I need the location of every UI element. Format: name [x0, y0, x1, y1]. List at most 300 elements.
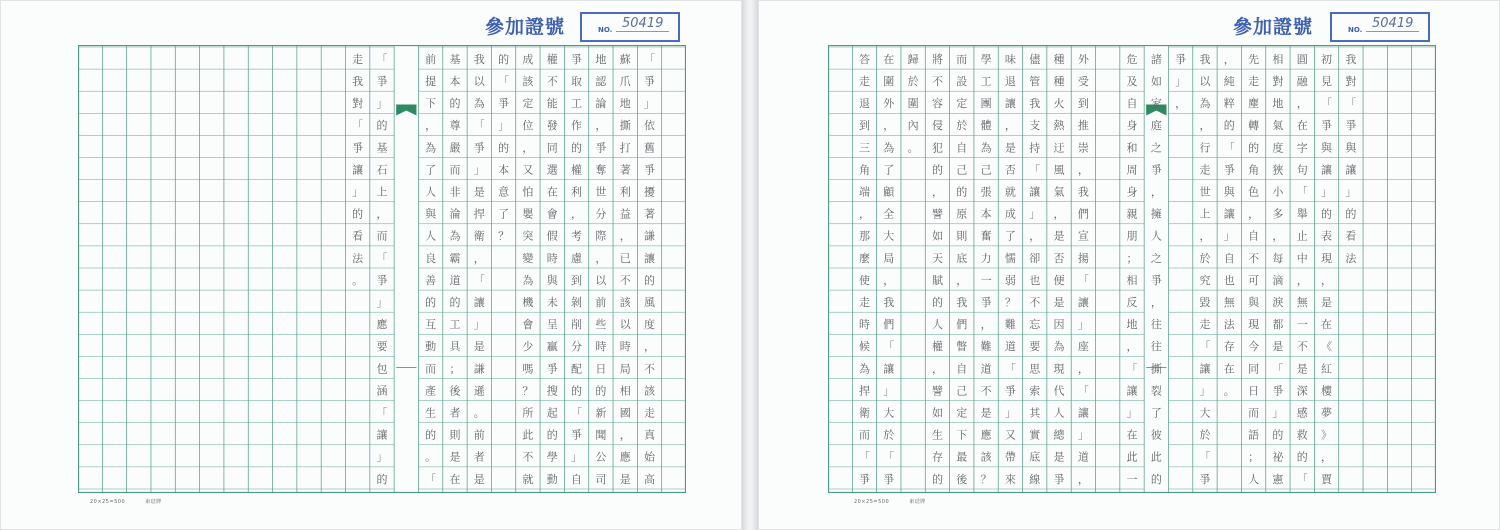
manuscript-character: 犯: [931, 141, 943, 155]
manuscript-character: 的: [449, 296, 461, 310]
manuscript-character: 底: [956, 251, 968, 265]
manuscript-character: 張: [980, 185, 992, 199]
manuscript-character: 揚: [1077, 251, 1089, 265]
manuscript-character: 爭: [498, 97, 510, 111]
manuscript-character: 無: [1296, 296, 1308, 310]
manuscript-character: 們: [1077, 207, 1089, 221]
manuscript-character: ，: [1150, 296, 1162, 310]
manuscript-character: 了: [498, 207, 510, 221]
manuscript-character: ，: [1321, 450, 1333, 464]
manuscript-character: 不: [1248, 251, 1260, 265]
manuscript-character: 裂: [1150, 384, 1162, 398]
manuscript-character: 局: [619, 362, 631, 376]
manuscript-character: 的: [352, 207, 364, 221]
manuscript-character: 局: [883, 251, 895, 265]
manuscript-character: 謙: [644, 229, 656, 243]
manuscript-character: 權: [571, 163, 583, 177]
manuscript-character: 時: [546, 251, 558, 265]
manuscript-character: 與: [546, 273, 558, 287]
manuscript-character: 始: [644, 450, 656, 464]
manuscript-character: 不: [522, 450, 534, 464]
manuscript-character: 世: [595, 185, 607, 199]
manuscript-character: 淪: [449, 207, 461, 221]
manuscript-character: 讓: [644, 251, 656, 265]
manuscript-character: 賦: [931, 273, 943, 287]
manuscript-character: 動: [425, 340, 437, 354]
manuscript-character: 答: [858, 52, 870, 66]
manuscript-character: 就: [1004, 185, 1016, 199]
manuscript-character: 在: [883, 52, 895, 66]
manuscript-character: 純: [1223, 75, 1235, 89]
manuscript-character: 侵: [931, 119, 943, 133]
manuscript-character: 「: [1223, 141, 1235, 155]
manuscript-character: 管: [1029, 75, 1041, 89]
manuscript-character: 「: [1004, 362, 1016, 376]
manuscript-character: 。: [352, 273, 364, 287]
manuscript-character: 爪: [619, 75, 631, 89]
manuscript-character: 讓: [1199, 362, 1211, 376]
manuscript-character: ，: [1175, 97, 1187, 111]
manuscript-character: 取: [571, 75, 583, 89]
manuscript-character: 表: [1321, 229, 1333, 243]
manuscript-character: ，: [1199, 229, 1211, 243]
manuscript-character: 圍: [883, 75, 895, 89]
manuscript-character: 舊: [644, 141, 656, 155]
manuscript-character: 可: [1248, 273, 1260, 287]
manuscript-character: 顧: [883, 185, 895, 199]
manuscript-character: 於: [883, 428, 895, 442]
manuscript-character: 祕: [1272, 450, 1284, 464]
manuscript-character: 設: [956, 75, 968, 89]
left-manuscript-page: [0, 0, 742, 530]
manuscript-character: 一: [980, 273, 992, 287]
manuscript-character: 能: [546, 97, 558, 111]
manuscript-character: 前: [473, 428, 485, 442]
manuscript-character: 的: [644, 273, 656, 287]
manuscript-character: 融: [1296, 75, 1308, 89]
manuscript-character: 人: [1053, 406, 1065, 420]
manuscript-character: 句: [1296, 163, 1308, 177]
manuscript-character: ，: [1004, 119, 1016, 133]
manuscript-character: 懦: [1004, 251, 1016, 265]
manuscript-character: 讓: [1321, 163, 1333, 177]
manuscript-character: ，: [571, 207, 583, 221]
manuscript-character: 」: [644, 97, 656, 111]
manuscript-character: 讓: [1345, 163, 1357, 177]
manuscript-character: 「: [883, 450, 895, 464]
manuscript-grid: [78, 45, 686, 493]
manuscript-character: 而: [956, 52, 968, 66]
manuscript-character: 難: [980, 340, 992, 354]
manuscript-character: ，: [473, 251, 485, 265]
manuscript-character: 樓: [1321, 384, 1333, 398]
manuscript-character: 聞: [595, 428, 607, 442]
manuscript-character: 」: [1175, 75, 1187, 89]
manuscript-character: 的: [931, 296, 943, 310]
manuscript-character: 塵: [1248, 97, 1260, 111]
manuscript-character: 索: [1029, 384, 1041, 398]
manuscript-character: 非: [449, 185, 461, 199]
manuscript-character: 生: [425, 406, 437, 420]
manuscript-character: 考: [571, 229, 583, 243]
manuscript-character: 意: [498, 185, 510, 199]
grid-frame: [79, 46, 686, 493]
paper-brand-label: 東琺牌: [909, 499, 926, 505]
manuscript-character: 走: [644, 406, 656, 420]
manuscript-character: 受: [1077, 75, 1089, 89]
manuscript-character: 上: [1199, 207, 1211, 221]
manuscript-character: 走: [1248, 75, 1260, 89]
manuscript-character: 該: [619, 296, 631, 310]
manuscript-character: 所: [522, 406, 534, 420]
manuscript-character: 爭: [376, 75, 388, 89]
manuscript-character: 讓: [1077, 406, 1089, 420]
manuscript-character: 的: [931, 163, 943, 177]
manuscript-character: 每: [1272, 251, 1284, 265]
manuscript-character: 走: [858, 75, 870, 89]
manuscript-character: 而: [376, 229, 388, 243]
manuscript-character: ，: [1077, 362, 1089, 376]
manuscript-character: 善: [425, 273, 437, 287]
manuscript-character: 在: [1321, 318, 1333, 332]
manuscript-character: 為: [522, 273, 534, 287]
manuscript-character: 走: [1199, 318, 1211, 332]
manuscript-character: 以: [619, 318, 631, 332]
paper-size-label: 20×25=500: [90, 499, 126, 505]
manuscript-character: 我: [1077, 185, 1089, 199]
manuscript-character: 弱: [1004, 273, 1016, 287]
manuscript-character: 紅: [1321, 362, 1333, 376]
manuscript-character: 舉: [1296, 207, 1308, 221]
manuscript-character: 否: [1053, 251, 1065, 265]
manuscript-character: 以: [595, 273, 607, 287]
manuscript-character: 」: [571, 450, 583, 464]
manuscript-character: 爭: [858, 472, 870, 486]
manuscript-character: 走: [858, 296, 870, 310]
manuscript-character: 現: [1321, 251, 1333, 265]
manuscript-character: 彼: [1150, 428, 1162, 442]
manuscript-character: ，: [858, 207, 870, 221]
manuscript-character: 」: [1029, 207, 1041, 221]
manuscript-character: ，: [883, 273, 895, 287]
manuscript-character: 下: [425, 97, 437, 111]
manuscript-character: 。: [907, 141, 919, 155]
manuscript-character: 宣: [1077, 229, 1089, 243]
manuscript-character: 」: [376, 450, 388, 464]
manuscript-character: ，: [1248, 207, 1260, 221]
manuscript-character: 而: [1248, 406, 1260, 420]
manuscript-character: 讓: [1029, 185, 1041, 199]
manuscript-character: 在: [1296, 119, 1308, 133]
manuscript-character: 相: [1126, 273, 1138, 287]
manuscript-character: 而: [858, 428, 870, 442]
manuscript-character: 對: [1345, 75, 1357, 89]
manuscript-character: 持: [1029, 141, 1041, 155]
manuscript-character: 爭: [980, 296, 992, 310]
manuscript-character: 定: [956, 406, 968, 420]
manuscript-character: 些: [595, 318, 607, 332]
manuscript-character: 嗎: [522, 362, 534, 376]
manuscript-character: 爭: [883, 472, 895, 486]
manuscript-character: 先: [1248, 52, 1260, 66]
manuscript-character: ，: [1029, 229, 1041, 243]
manuscript-character: 之: [1150, 141, 1162, 155]
manuscript-character: 」: [1223, 229, 1235, 243]
manuscript-character: 「: [858, 450, 870, 464]
manuscript-character: 座: [1077, 340, 1089, 354]
manuscript-character: 》: [1321, 428, 1333, 442]
manuscript-character: 國: [619, 406, 631, 420]
manuscript-character: 譬: [931, 384, 943, 398]
manuscript-character: 推: [1077, 119, 1089, 133]
manuscript-character: 「: [376, 251, 388, 265]
manuscript-character: 究: [1199, 273, 1211, 287]
manuscript-character: 淚: [1272, 296, 1284, 310]
manuscript-character: 了: [1150, 406, 1162, 420]
manuscript-character: 不: [546, 75, 558, 89]
manuscript-character: 讓: [376, 428, 388, 442]
manuscript-character: 卻: [1029, 251, 1041, 265]
manuscript-character: 為: [1053, 340, 1065, 354]
manuscript-character: 時: [619, 340, 631, 354]
manuscript-character: 日: [1248, 384, 1260, 398]
manuscript-character: 。: [1223, 384, 1235, 398]
manuscript-character: 人: [1150, 229, 1162, 243]
manuscript-character: 退: [858, 97, 870, 111]
manuscript-character: 往: [1150, 318, 1162, 332]
manuscript-character: 狹: [1272, 163, 1284, 177]
manuscript-character: 思: [1029, 362, 1041, 376]
manuscript-character: 因: [1053, 318, 1065, 332]
manuscript-character: 發: [546, 119, 558, 133]
manuscript-character: 」: [1077, 428, 1089, 442]
manuscript-character: 起: [546, 406, 558, 420]
manuscript-character: 搜: [546, 384, 558, 398]
manuscript-character: 」: [1321, 185, 1333, 199]
manuscript-character: ，: [1296, 97, 1308, 111]
manuscript-character: 突: [522, 229, 534, 243]
manuscript-character: 爭: [571, 52, 583, 66]
manuscript-character: 工: [449, 318, 461, 332]
manuscript-character: 人: [931, 318, 943, 332]
manuscript-character: 爭: [644, 163, 656, 177]
manuscript-character: 三: [858, 141, 870, 155]
manuscript-character: 種: [1053, 75, 1065, 89]
entry-number-value: 50419: [1366, 16, 1419, 32]
manuscript-character: 剝: [571, 296, 583, 310]
manuscript-character: 否: [1004, 163, 1016, 177]
manuscript-character: 忘: [1029, 318, 1041, 332]
paper-size-label: 20×25=500: [854, 499, 890, 505]
manuscript-character: 於: [1199, 428, 1211, 442]
manuscript-character: 學: [546, 450, 558, 464]
manuscript-character: 的: [571, 384, 583, 398]
manuscript-character: 已: [619, 251, 631, 265]
manuscript-character: 一: [1126, 472, 1138, 486]
manuscript-character: 是: [619, 472, 631, 486]
manuscript-character: 一: [1296, 318, 1308, 332]
manuscript-character: 止: [1296, 229, 1308, 243]
manuscript-character: 不: [980, 384, 992, 398]
manuscript-character: 會: [546, 207, 558, 221]
manuscript-character: 則: [449, 428, 461, 442]
manuscript-character: 為: [883, 141, 895, 155]
manuscript-character: 大: [883, 229, 895, 243]
manuscript-character: 爭: [1004, 384, 1016, 398]
manuscript-character: 贏: [546, 340, 558, 354]
manuscript-character: 味: [1004, 52, 1016, 66]
manuscript-character: 是: [1321, 296, 1333, 310]
manuscript-character: 該: [522, 75, 534, 89]
manuscript-character: 後: [956, 472, 968, 486]
manuscript-character: 是: [1053, 296, 1065, 310]
manuscript-character: 嬰: [522, 207, 534, 221]
manuscript-character: 火: [1053, 97, 1065, 111]
manuscript-character: 度: [644, 318, 656, 332]
manuscript-character: 著: [619, 163, 631, 177]
manuscript-character: 法: [1345, 251, 1357, 265]
manuscript-character: 法: [352, 251, 364, 265]
manuscript-character: 基: [376, 141, 388, 155]
manuscript-character: 不: [1296, 340, 1308, 354]
manuscript-character: 機: [522, 296, 534, 310]
entry-number-box: [1330, 12, 1430, 42]
manuscript-character: 霸: [449, 251, 461, 265]
manuscript-character: 的: [546, 428, 558, 442]
manuscript-character: 又: [522, 163, 534, 177]
manuscript-character: 不: [644, 362, 656, 376]
manuscript-character: 生: [931, 428, 943, 442]
manuscript-character: 的: [498, 52, 510, 66]
manuscript-character: 朋: [1126, 229, 1138, 243]
manuscript-character: 都: [1272, 318, 1284, 332]
manuscript-character: 「: [1126, 362, 1138, 376]
manuscript-character: 就: [522, 472, 534, 486]
manuscript-character: 和: [1126, 141, 1138, 155]
manuscript-character: 「: [1199, 340, 1211, 354]
manuscript-character: 色: [1248, 185, 1260, 199]
manuscript-character: 中: [1296, 251, 1308, 265]
manuscript-character: 不: [931, 75, 943, 89]
manuscript-character: 我: [473, 52, 485, 66]
manuscript-character: 我: [1199, 52, 1211, 66]
manuscript-character: 底: [1029, 450, 1041, 464]
manuscript-character: 包: [376, 362, 388, 376]
manuscript-character: 爭: [1321, 119, 1333, 133]
manuscript-character: 前: [425, 52, 437, 66]
manuscript-character: 難: [1004, 318, 1016, 332]
manuscript-character: 那: [858, 229, 870, 243]
manuscript-character: 最: [956, 450, 968, 464]
manuscript-character: 圓: [1296, 52, 1308, 66]
manuscript-character: 選: [546, 163, 558, 177]
manuscript-character: 道: [1004, 340, 1016, 354]
manuscript-character: 是: [449, 450, 461, 464]
manuscript-character: 在: [449, 472, 461, 486]
manuscript-character: 本: [980, 207, 992, 221]
manuscript-character: 於: [907, 75, 919, 89]
manuscript-character: 其: [1029, 406, 1041, 420]
manuscript-character: 己: [956, 163, 968, 177]
manuscript-character: 自: [956, 141, 968, 155]
manuscript-character: 小: [1272, 185, 1284, 199]
manuscript-character: 讓: [883, 362, 895, 376]
manuscript-character: 己: [980, 163, 992, 177]
manuscript-character: 為: [980, 141, 992, 155]
manuscript-character: ？: [980, 472, 992, 486]
manuscript-character: 為: [1199, 97, 1211, 111]
entry-number-label: 參加證號: [1233, 16, 1314, 38]
manuscript-character: 人: [425, 229, 437, 243]
right-manuscript-page: [758, 0, 1500, 530]
manuscript-character: 則: [956, 229, 968, 243]
manuscript-character: 定: [522, 97, 534, 111]
manuscript-character: 人: [425, 185, 437, 199]
manuscript-character: 良: [425, 251, 437, 265]
manuscript-character: 現: [1248, 318, 1260, 332]
manuscript-character: 走: [1199, 163, 1211, 177]
manuscript-character: 體: [980, 119, 992, 133]
manuscript-character: 熱: [1053, 119, 1065, 133]
manuscript-character: 「: [1029, 163, 1041, 177]
manuscript-character: 」: [1345, 185, 1357, 199]
manuscript-character: 自: [1126, 97, 1138, 111]
manuscript-character: ，: [619, 229, 631, 243]
manuscript-character: 也: [1223, 273, 1235, 287]
manuscript-character: 字: [1296, 141, 1308, 155]
manuscript-character: 高: [644, 472, 656, 486]
manuscript-character: 應: [980, 428, 992, 442]
manuscript-character: 自: [1248, 229, 1260, 243]
manuscript-character: 實: [1029, 428, 1041, 442]
manuscript-character: 了: [425, 163, 437, 177]
manuscript-character: 爭: [1223, 163, 1235, 177]
manuscript-character: 為: [449, 229, 461, 243]
manuscript-character: 」: [1077, 318, 1089, 332]
manuscript-character: 大: [883, 406, 895, 420]
manuscript-character: 是: [1053, 450, 1065, 464]
manuscript-character: 線: [1029, 472, 1041, 486]
book-gutter: [742, 0, 758, 530]
manuscript-character: 是: [1272, 340, 1284, 354]
manuscript-character: 自: [956, 362, 968, 376]
manuscript-character: 角: [1248, 163, 1260, 177]
manuscript-character: 爭: [595, 141, 607, 155]
manuscript-character: ，: [1077, 472, 1089, 486]
manuscript-character: 見: [1321, 75, 1333, 89]
manuscript-character: 成: [1004, 207, 1016, 221]
manuscript-character: 於: [956, 119, 968, 133]
manuscript-character: 我: [1345, 52, 1357, 66]
manuscript-character: 下: [956, 428, 968, 442]
manuscript-character: 崇: [1077, 141, 1089, 155]
paper-footer: [90, 498, 162, 505]
manuscript-character: 將: [931, 52, 943, 66]
manuscript-character: 代: [1053, 384, 1065, 398]
manuscript-character: 為: [473, 97, 485, 111]
manuscript-character: 爭: [1175, 52, 1187, 66]
manuscript-character: 奮: [980, 229, 992, 243]
manuscript-character: 以: [473, 75, 485, 89]
manuscript-character: 學: [980, 52, 992, 66]
manuscript-character: 「: [571, 406, 583, 420]
manuscript-character: 涵: [376, 384, 388, 398]
manuscript-character: 爭: [1272, 384, 1284, 398]
manuscript-character: 削: [571, 318, 583, 332]
manuscript-character: 權: [546, 52, 558, 66]
manuscript-character: 在: [1223, 362, 1235, 376]
manuscript-character: 權: [931, 340, 943, 354]
